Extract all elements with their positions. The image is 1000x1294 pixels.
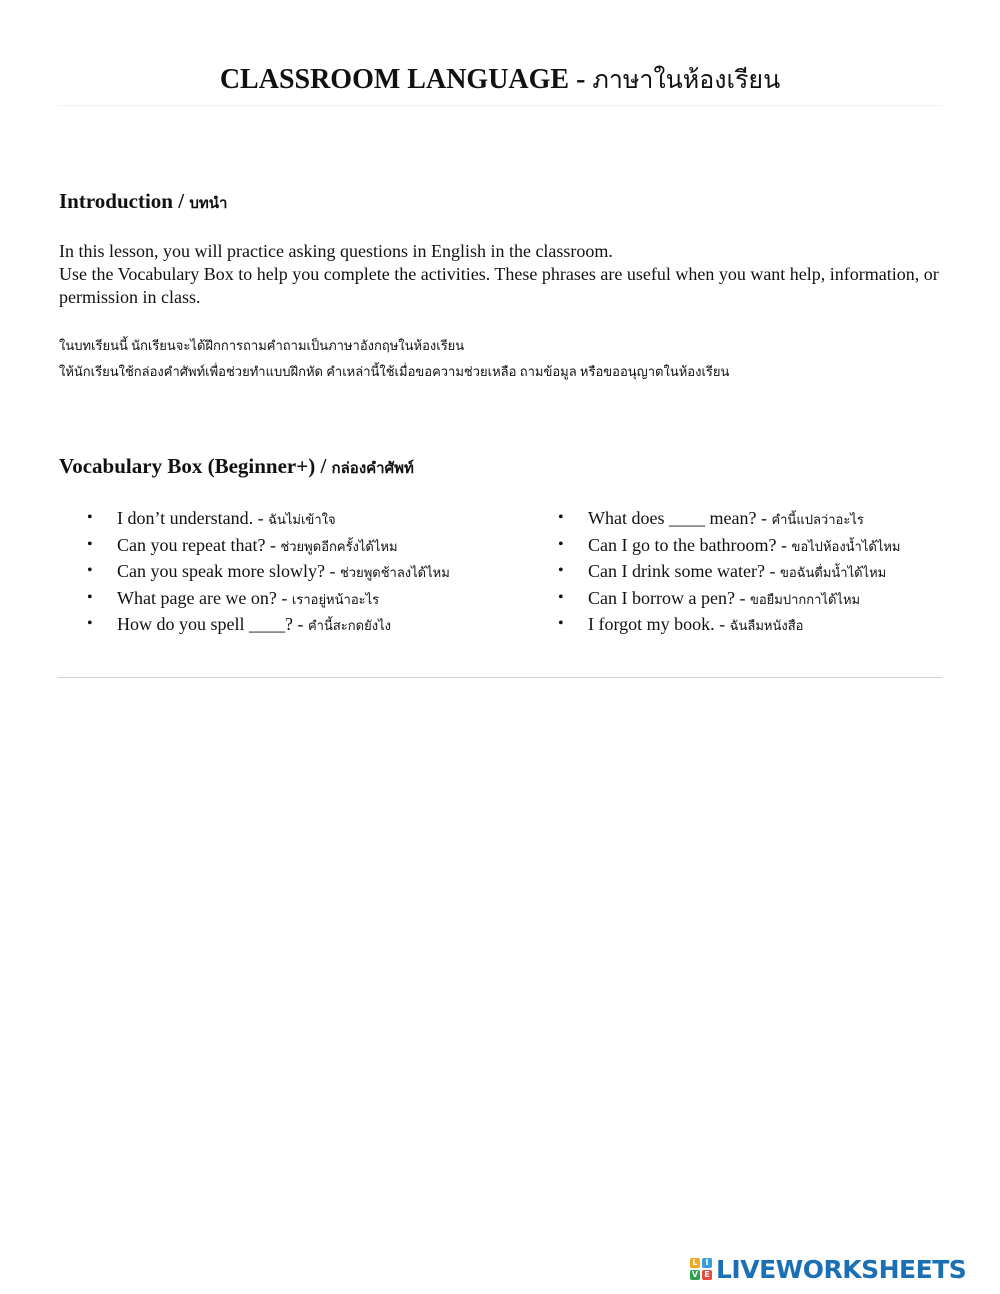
vocabulary-list-right [558,505,958,638]
vocabulary-item [558,532,958,559]
vocabulary-phrase-en: What does ____ mean? - [588,508,772,528]
vocabulary-phrase-th: ฉันไม่เข้าใจ [268,512,336,527]
vocabulary-phrase-th: ขอยืมปากกาได้ไหม [749,591,861,607]
introduction-text-th [59,333,939,385]
vocabulary-item [87,505,507,532]
vocabulary-heading-en: Vocabulary Box (Beginner+) / [59,454,332,478]
introduction-paragraph-en-1: In this lesson, you will practice asking questions in English in the classroom. [59,241,613,261]
introduction-paragraph-th-2: ให้นักเรียนใช้กล่องคำศัพท์เพื่อช่วยทำแบบฝึกหัด คำเหล่านี้ใช้เมื่อขอความช่วยเหลือ ถามข้อมูล หรือขออนุญาตในห้องเรียน [59,364,730,379]
logo-text: LIVEWORKSHEETS [716,1254,967,1284]
introduction-heading [59,187,227,218]
vocabulary-phrase-th: เราอยู่หน้าอะไร [291,591,380,607]
bullet-icon: • [558,562,564,579]
vocabulary-phrase-en: What page are we on? - [117,587,292,608]
vocabulary-phrase-en: Can I drink some water? - [588,561,780,581]
logo-letter-e: E [702,1270,712,1280]
vocabulary-item [558,505,958,532]
title-divider [58,105,942,106]
page-title [0,60,1000,101]
vocabulary-heading [59,452,414,483]
introduction-heading-th: บทนำ [189,196,228,212]
page-title-th: ภาษาในห้องเรียน [592,67,781,94]
vocabulary-phrase-th: ฉันลืมหนังสือ [729,618,804,633]
vocabulary-phrase-en: I forgot my book. - [588,614,730,634]
logo-letter-v: V [691,1270,699,1279]
vocabulary-phrase-th: ช่วยพูดอีกครั้งได้ไหม [280,538,398,554]
vocabulary-heading-th: กล่องคำศัพท์ [331,461,414,477]
bullet-icon: • [558,509,564,526]
logo-letter-l: L [690,1258,700,1268]
vocabulary-phrase-th: ขอฉันดื่มน้ำได้ไหม [779,565,887,580]
introduction-paragraph-th-1: ในบทเรียนนี้ นักเรียนจะได้ฝึกการถามคำถามเป็นภาษาอังกฤษในห้องเรียน [59,338,465,353]
liveworksheets-logo [690,1254,966,1284]
logo-letter-i: I [702,1258,712,1268]
vocabulary-item [87,558,507,585]
bullet-icon: • [87,509,93,526]
bullet-icon: • [87,535,93,553]
vocabulary-phrase-en: How do you spell ____? - [117,614,308,634]
vocabulary-item [558,558,958,585]
vocabulary-phrase-th: คำนี้แปลว่าอะไร [771,512,864,527]
bullet-icon: • [558,535,564,553]
vocabulary-phrase-en: Can I borrow a pen? - [588,587,750,608]
introduction-heading-en: Introduction / [59,189,190,213]
vocabulary-phrase-en: I don’t understand. - [117,508,269,528]
vocabulary-item [87,585,507,612]
vocabulary-phrase-en: Can you speak more slowly? - [117,561,340,581]
vocabulary-item [87,611,507,638]
page-title-en: CLASSROOM LANGUAGE - [219,64,593,95]
introduction-paragraph-en-2: Use the Vocabulary Box to help you complete the activities. These phrases are useful when you want help, information, or permission in class. [59,264,939,307]
bullet-icon: • [87,562,93,579]
bullet-icon: • [558,588,564,606]
vocabulary-phrase-en: Can I go to the bathroom? - [588,534,792,555]
section-divider [58,677,942,678]
introduction-text-en [59,240,939,309]
bullet-icon: • [87,588,93,606]
bullet-icon: • [87,615,93,632]
vocabulary-phrase-th: คำนี้สะกดยังไง [307,618,391,633]
vocabulary-phrase-th: ขอไปห้องน้ำได้ไหม [791,538,901,554]
vocabulary-list-left [87,505,507,638]
vocabulary-phrase-en: Can you repeat that? - [117,534,281,555]
vocabulary-item [558,585,958,612]
bullet-icon: • [558,615,564,632]
vocabulary-item [558,611,958,638]
liveworksheets-logo-icon [690,1258,712,1280]
vocabulary-item [87,532,507,559]
vocabulary-phrase-th: ช่วยพูดช้าลงได้ไหม [339,565,450,580]
